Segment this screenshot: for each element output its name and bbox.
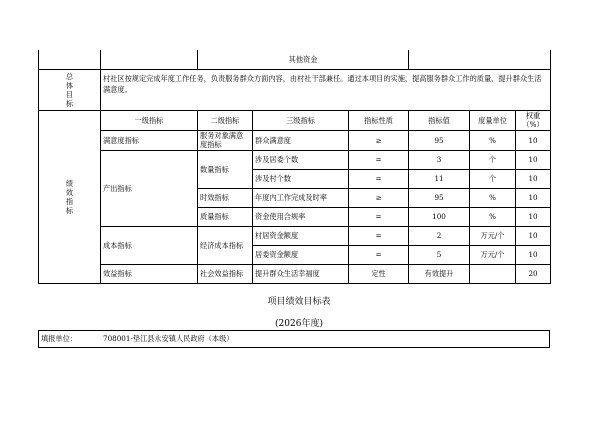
value-cell: 3: [409, 150, 470, 169]
overall-goal-label: 总 体 目 标: [39, 69, 101, 110]
empty-cell: [101, 50, 198, 69]
table-row: [39, 226, 551, 245]
table-row: [39, 264, 551, 283]
overall-goal-row: [39, 69, 551, 110]
weight-cell: 10: [516, 226, 551, 245]
page-title: 项目绩效目标表: [267, 297, 331, 307]
level3-cell: 村居资金额度: [253, 226, 349, 245]
level2-cell: 服务对象满意度指标: [198, 130, 253, 150]
nature-cell: =: [349, 245, 409, 264]
level2-cell: 社会效益指标: [198, 264, 253, 283]
level3-cell: 群众满意度: [253, 130, 349, 150]
level1-cell: 产出指标: [101, 150, 198, 226]
table-row: [39, 130, 551, 150]
value-cell: 2: [409, 226, 470, 245]
level1-cell: 效益指标: [101, 264, 198, 283]
value-cell: 100: [409, 207, 470, 226]
filing-unit-bar: [38, 330, 550, 348]
overall-goal-text: 村社区按规定完成年度工作任务，负责服务群众方面内容，由村社干部兼任。通过本项目的实施，提高服务群众工作的质量，提升群众生活满意度。: [101, 69, 551, 110]
nature-cell: =: [349, 169, 409, 188]
level2-cell: 数量指标: [198, 150, 253, 188]
unit-cell: [470, 264, 516, 283]
weight-cell: 10: [516, 207, 551, 226]
weight-cell: 10: [516, 169, 551, 188]
unit-cell: 个: [470, 150, 516, 169]
weight-cell: 10: [516, 188, 551, 207]
nature-cell: ≥: [349, 188, 409, 207]
level3-cell: 涉及村个数: [253, 169, 349, 188]
header-level2: 二级指标: [198, 110, 253, 130]
nature-cell: =: [349, 226, 409, 245]
perf-indicator-label: 绩 效 指 标: [39, 110, 101, 283]
level3-cell: 提升群众生活幸福度: [253, 264, 349, 283]
level2-cell: 经济成本指标: [198, 226, 253, 264]
weight-cell: 20: [516, 264, 551, 283]
unit-cell: %: [470, 207, 516, 226]
value-cell: 11: [409, 169, 470, 188]
level3-cell: 居委资金额度: [253, 245, 349, 264]
filing-unit-value: 708001-垫江县永安镇人民政府（本级）: [103, 334, 234, 343]
other-funds-row: [39, 50, 551, 69]
level2-cell: 质量指标: [198, 207, 253, 226]
header-row: [39, 110, 551, 130]
header-level3: 三级指标: [253, 110, 349, 130]
header-level1: 一级指标: [101, 110, 198, 130]
performance-target-table: [38, 50, 551, 284]
header-nature: 指标性质: [349, 110, 409, 130]
level1-cell: 满意度指标: [101, 130, 198, 150]
value-cell: 有效提升: [409, 264, 470, 283]
page-subtitle-year: (2026年度): [275, 319, 323, 329]
unit-cell: %: [470, 188, 516, 207]
unit-cell: 万元/个: [470, 226, 516, 245]
header-unit: 度量单位: [470, 110, 516, 130]
other-funds-value: [409, 50, 551, 69]
unit-cell: 个: [470, 169, 516, 188]
header-value: 指标值: [409, 110, 470, 130]
filing-unit-label: 填报单位：: [41, 334, 77, 343]
value-cell: 5: [409, 245, 470, 264]
value-cell: 95: [409, 188, 470, 207]
level3-cell: 年度内工作完成及时率: [253, 188, 349, 207]
level1-cell: 成本指标: [101, 226, 198, 264]
other-funds-label: 其他资金: [198, 50, 409, 69]
unit-cell: 万元/个: [470, 245, 516, 264]
empty-cell: [39, 50, 101, 69]
weight-cell: 10: [516, 245, 551, 264]
table-row: [39, 150, 551, 169]
nature-cell: 定性: [349, 264, 409, 283]
level3-cell: 资金使用合规率: [253, 207, 349, 226]
nature-cell: ≥: [349, 130, 409, 150]
unit-cell: %: [470, 130, 516, 150]
value-cell: 95: [409, 130, 470, 150]
level3-cell: 涉及居委个数: [253, 150, 349, 169]
nature-cell: =: [349, 150, 409, 169]
weight-cell: 10: [516, 150, 551, 169]
weight-cell: 10: [516, 130, 551, 150]
nature-cell: =: [349, 207, 409, 226]
header-weight: 权重（%）: [516, 110, 551, 130]
level2-cell: 时效指标: [198, 188, 253, 207]
